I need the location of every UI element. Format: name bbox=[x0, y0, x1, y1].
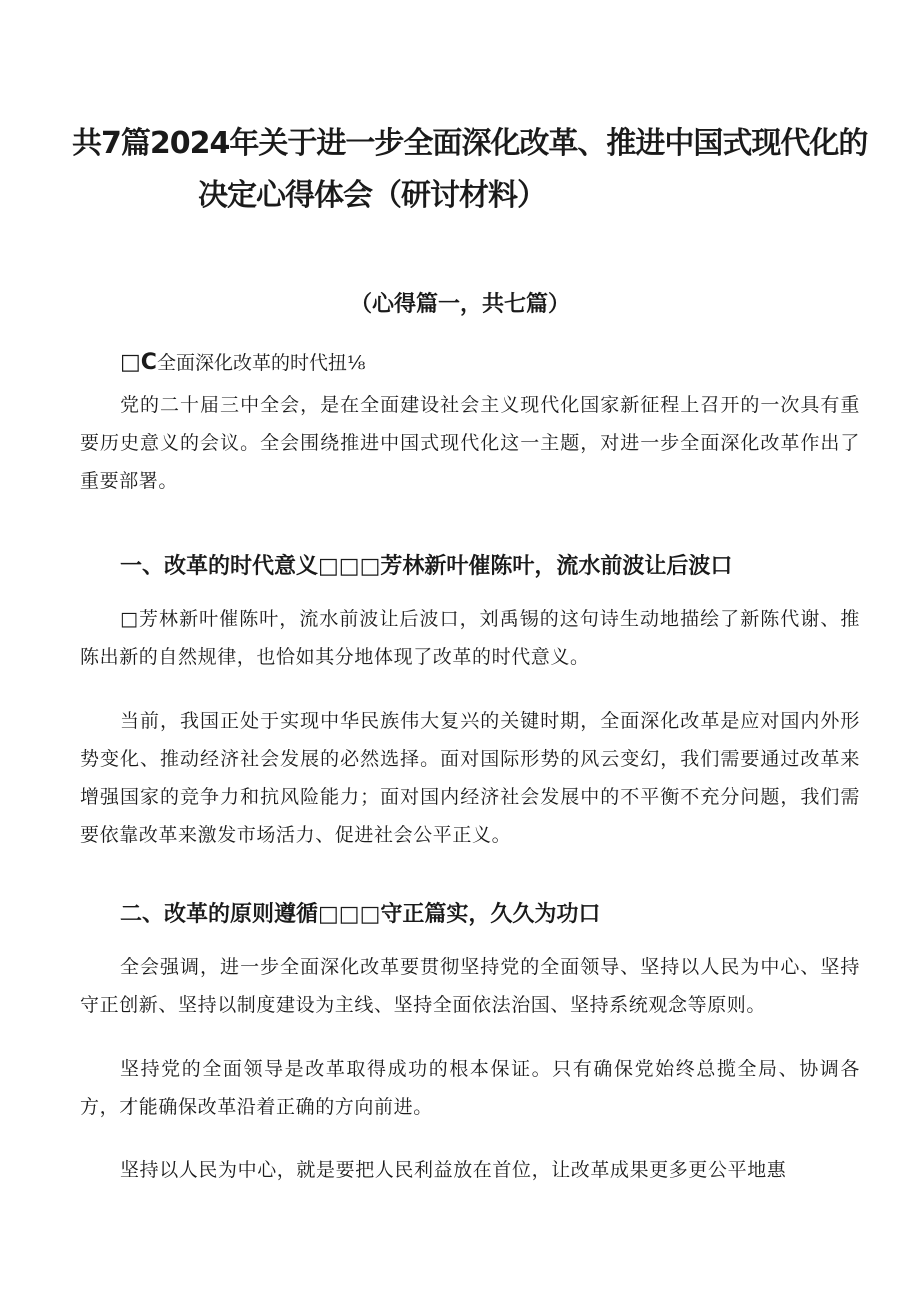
paragraph: 坚持党的全面领导是改革取得成功的根本保证。只有确保党始终总揽全局、协调各方，才能确保改革沿着正确的方向前进。 bbox=[80, 1058, 860, 1118]
paragraph: 全会强调，进一步全面深化改革要贯彻坚持党的全面领导、坚持以人民为中心、坚持守正创新、坚持以制度建设为主线、坚持全面依法治国、坚持系统观念等原则。 bbox=[80, 956, 860, 1016]
document-title bbox=[60, 118, 868, 222]
document-subtitle: （心得篇一，共七篇） bbox=[349, 292, 570, 317]
section-label-text: 全面深化改革的时代扭⅛ bbox=[156, 352, 366, 374]
title-line-1: 共7篇2024年关于进一步全面深化改革、推进中国式现代化的 bbox=[72, 126, 868, 161]
paragraph: 当前，我国正处于实现中华民族伟大复兴的关键时期，全面深化改革是应对国内外形势变化、推动经济社会发展的必然选择。面对国际形势的风云变幻，我们需要通过改革来增强国家的竞争力和抗风险能力；面对国内经济社会发展中的不平衡不充分问题，我们需要依靠改革来激发市场活力、促进社会公平正义。 bbox=[80, 710, 860, 846]
section-heading: 二、改革的原则遵循□□□守正篇实，久久为功口 bbox=[120, 902, 601, 927]
title-line-2: 决定心得体会（研讨材料） bbox=[198, 178, 546, 213]
paragraph: 党的二十届三中全会，是在全面建设社会主义现代化国家新征程上召开的一次具有重要历史意义的会议。全会围绕推进中国式现代化这一主题，对进一步全面深化改革作出了重要部署。 bbox=[80, 394, 860, 492]
section-label bbox=[120, 348, 365, 375]
section-heading: 一、改革的时代意义□□□芳林新叶催陈叶，流水前波让后波口 bbox=[120, 554, 733, 579]
section-label-prefix: □C bbox=[120, 350, 157, 375]
paragraph: 坚持以人民为中心，就是要把人民利益放在首位，让改革成果更多更公平地惠 bbox=[120, 1159, 787, 1181]
paragraph: □芳林新叶催陈叶，流水前波让后波口，刘禹锡的这句诗生动地描绘了新陈代谢、推陈出新的自然规律，也恰如其分地体现了改革的时代意义。 bbox=[80, 608, 860, 668]
